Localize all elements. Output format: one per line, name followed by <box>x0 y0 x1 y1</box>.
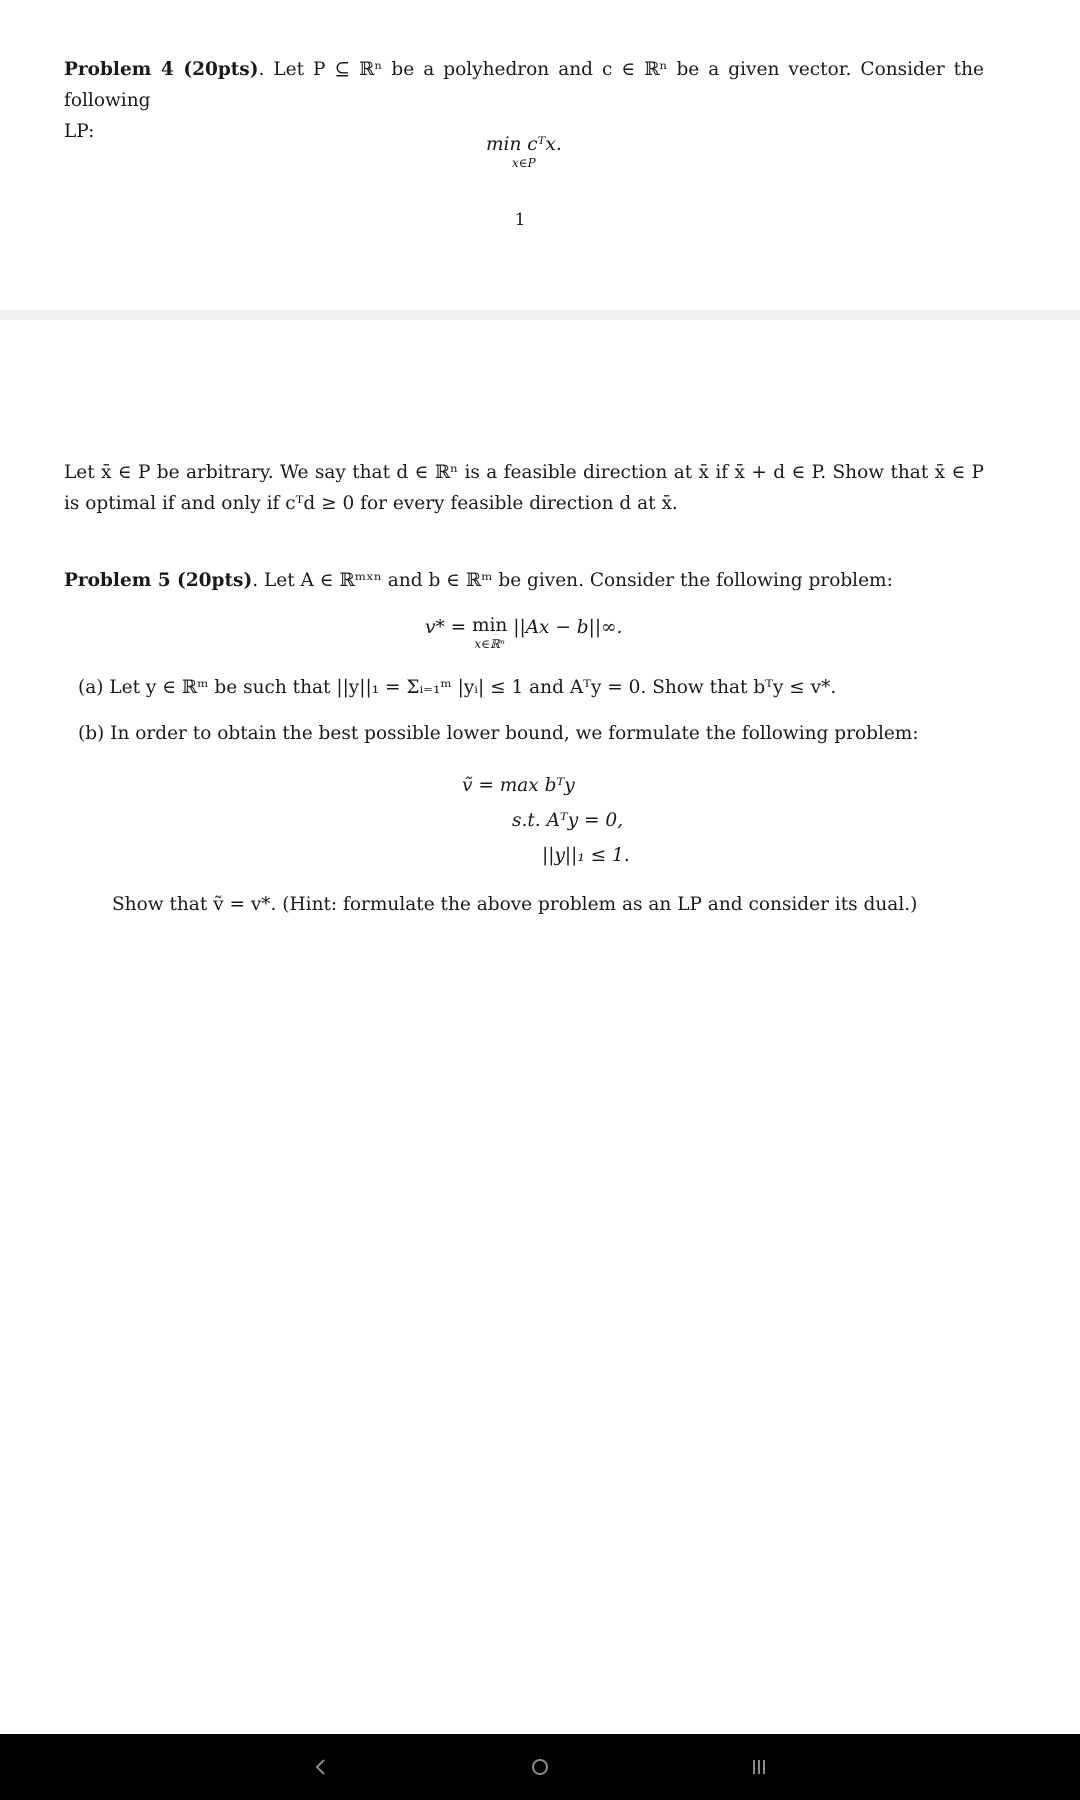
problem5-part-b: (b) In order to obtain the best possible lower bound, we formulate the following problem: <box>78 723 919 744</box>
problem5-vstar <box>425 617 622 650</box>
problem4-intro-line1: . Let P ⊆ ℝⁿ be a polyhedron and c ∈ ℝⁿ be a given vector. Consider the following <box>64 59 984 111</box>
dual-line1: ṽ = max bᵀy <box>462 775 575 796</box>
problem4-intro-line2: LP: <box>64 121 95 142</box>
page-separator <box>0 310 1080 320</box>
dual-line2: s.t. Aᵀy = 0, <box>512 810 624 831</box>
problem5-part-a: (a) Let y ∈ ℝᵐ be such that ||y||₁ = Σᵢ₌₁ᵐ |yᵢ| ≤ 1 and Aᵀy = 0. Show that bᵀy ≤ v*. <box>78 677 837 698</box>
problem5-intro-text: . Let A ∈ ℝᵐˣⁿ and b ∈ ℝᵐ be given. Consider the following problem: <box>252 570 893 591</box>
home-circle-icon[interactable] <box>520 1747 560 1787</box>
problem4-body: Let x̄ ∈ P be arbitrary. We say that d ∈ ℝⁿ is a feasible direction at x̄ if x̄ + d ∈ P. Show that x̄ ∈ P is optimal if and only if cᵀd ≥ 0 for every feasible direction d at x̄. <box>64 462 984 514</box>
problem4-heading: Problem 4 (20pts) <box>64 59 259 80</box>
vstar-min: min <box>471 615 508 636</box>
vstar-lhs: v* = <box>425 617 472 638</box>
problem5-show: Show that ṽ = v*. (Hint: formulate the above problem as an LP and consider its dual.) <box>112 894 918 915</box>
dual-line3: ||y||₁ ≤ 1. <box>542 845 630 866</box>
back-chevron-icon[interactable] <box>301 1747 341 1787</box>
page-number: 1 <box>514 210 526 230</box>
document-page-2 <box>0 320 1080 1734</box>
problem4-objective-sub: x∈P <box>511 155 536 170</box>
problem5-intro <box>64 565 984 596</box>
menu-lines-icon[interactable] <box>739 1747 779 1787</box>
vstar-sub: x∈ℝⁿ <box>474 636 505 651</box>
problem4-objective <box>486 136 562 169</box>
problem4-objective-expr: min cᵀx. <box>486 134 562 155</box>
vstar-rhs: ||Ax − b||∞. <box>513 617 623 638</box>
document-page-1 <box>0 0 1080 310</box>
problem5-heading: Problem 5 (20pts) <box>64 570 253 591</box>
system-navigation-bar <box>0 1734 1080 1800</box>
